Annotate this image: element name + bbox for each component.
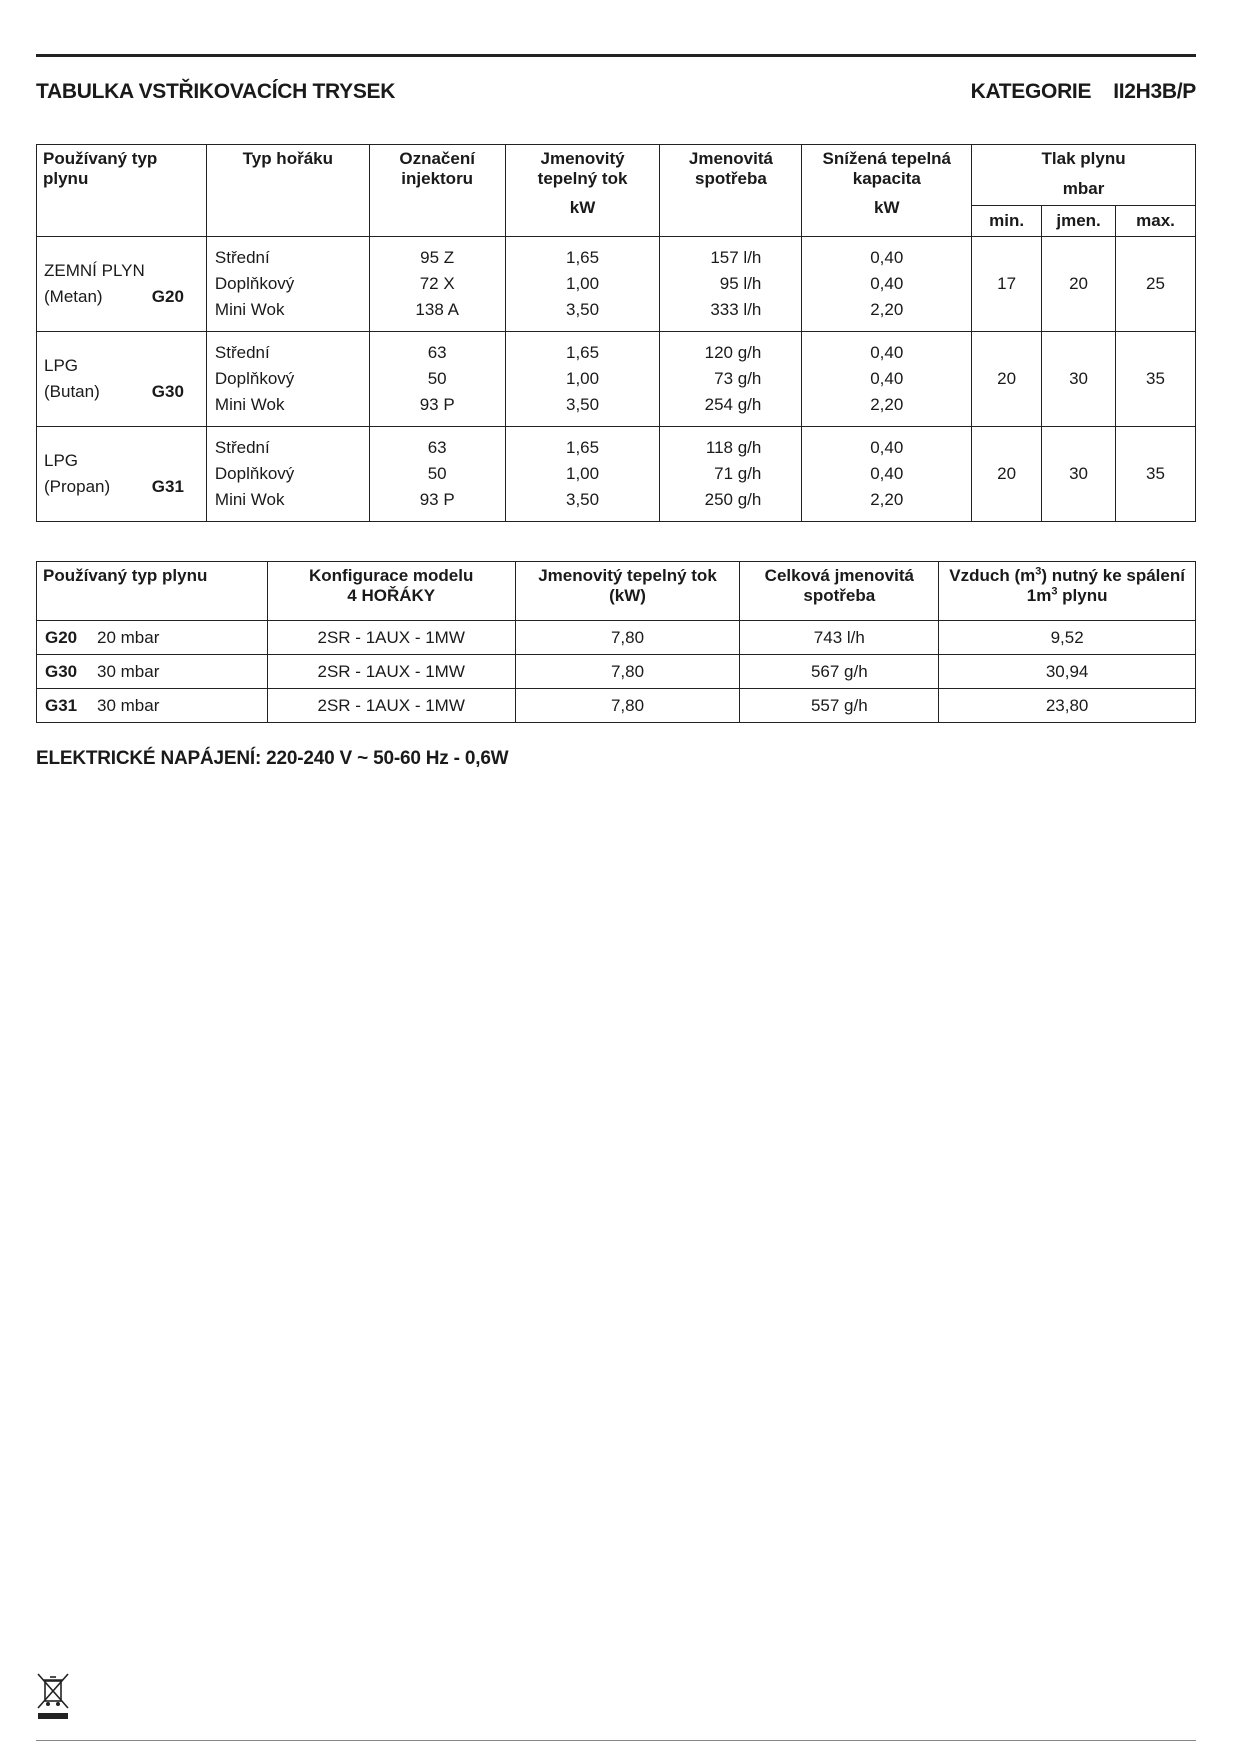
burner-name: Mini Wok [214, 490, 285, 509]
header-pressure-max: max. [1116, 206, 1196, 237]
consumption-cell [660, 237, 802, 332]
summary-gas-cell [37, 655, 268, 689]
nominal-heat-value: 3,50 [566, 395, 600, 414]
pressure-nominal-value: 20 [1042, 237, 1116, 332]
nominal-heat-value: 1,65 [566, 248, 600, 267]
injector-value: 93 P [419, 490, 455, 509]
summary-consumption: 557 g/h [740, 689, 939, 723]
summary-header-heat-label: Jmenovitý tepelný tok [538, 566, 717, 585]
injector-cell [369, 332, 505, 427]
header-pressure-min: min. [972, 206, 1042, 237]
summary-header-consumption [740, 562, 939, 621]
consumption-cell [660, 332, 802, 427]
consumption-value: 333 l/h [710, 300, 762, 319]
nominal-heat-value: 1,65 [566, 343, 600, 362]
burner-name: Střední [214, 343, 270, 362]
summary-gas-pressure: 30 mbar [97, 695, 160, 715]
consumption-value: 254 g/h [704, 395, 762, 414]
injector-value: 63 [427, 438, 447, 457]
top-divider [36, 54, 1196, 57]
injector-value: 50 [427, 464, 447, 483]
burner-name: Mini Wok [214, 395, 285, 414]
pressure-nominal-value: 30 [1042, 427, 1116, 522]
burner-name: Střední [214, 248, 270, 267]
summary-config: 2SR - 1AUX - 1MW [267, 621, 515, 655]
nominal-heat-value: 1,65 [566, 438, 600, 457]
gas-subname: (Metan) [44, 287, 103, 306]
burner-name: Doplňkový [214, 464, 295, 483]
consumption-value: 120 g/h [704, 343, 762, 362]
header-pressure [972, 145, 1196, 206]
summary-table [36, 561, 1196, 723]
summary-consumption: 743 l/h [740, 621, 939, 655]
gas-code: G30 [151, 382, 184, 401]
burner-cell [206, 237, 369, 332]
gas-cell [37, 427, 207, 522]
page-title: TABULKA VSTŘIKOVACÍCH TRYSEK [36, 80, 396, 103]
nominal-heat-cell [505, 427, 660, 522]
electrical-supply-note: ELEKTRICKÉ NAPÁJENÍ: 220-240 V ~ 50-60 Hz - 0,6W [36, 748, 509, 769]
header-pressure-nominal: jmen. [1042, 206, 1116, 237]
injector-value: 138 A [415, 300, 459, 319]
summary-gas-code: G20 [45, 627, 78, 647]
consumption-value: 73 g/h [714, 369, 762, 388]
category-label: KATEGORIE [970, 80, 1092, 103]
table-row [37, 427, 1196, 522]
header-reduced-heat-label: Snížená tepelná kapacita [822, 149, 952, 188]
category-heading [971, 80, 1196, 104]
summary-config: 2SR - 1AUX - 1MW [267, 655, 515, 689]
pressure-min-value: 20 [972, 332, 1042, 427]
air-header-sup: 3 [1035, 565, 1042, 578]
header-reduced-heat-unit: kW [874, 198, 900, 217]
air-header-text: plynu [1057, 586, 1108, 605]
nominal-heat-value: 1,00 [566, 369, 600, 388]
burner-cell [206, 332, 369, 427]
reduced-heat-value: 2,20 [870, 490, 904, 509]
header-nominal-consumption: Jmenovitá spotřeba [660, 145, 802, 237]
summary-header-gas-type: Používaný typ plynu [37, 562, 268, 621]
gas-subname: (Butan) [44, 382, 100, 401]
injector-value: 50 [427, 369, 447, 388]
header-reduced-heat [802, 145, 972, 237]
reduced-heat-value: 0,40 [870, 343, 904, 362]
consumption-value: 118 g/h [705, 438, 762, 457]
summary-heat: 7,80 [515, 621, 740, 655]
consumption-value: 157 l/h [710, 248, 762, 267]
air-header-sup: 3 [1051, 585, 1058, 598]
injector-value: 72 X [419, 274, 455, 293]
header-injector: Označení injektoru [369, 145, 505, 237]
summary-header-consumption-sub: spotřeba [803, 586, 876, 605]
reduced-heat-value: 0,40 [870, 369, 904, 388]
injector-cell [369, 427, 505, 522]
gas-subname: (Propan) [44, 477, 111, 496]
header-nominal-heat [505, 145, 660, 237]
gas-code: G31 [151, 477, 184, 496]
pressure-max-value: 35 [1116, 332, 1196, 427]
pressure-min-value: 20 [972, 427, 1042, 522]
injector-value: 93 P [419, 395, 455, 414]
summary-header-heat-unit: (kW) [609, 586, 646, 605]
nominal-heat-cell [505, 332, 660, 427]
summary-header-config-sub: 4 HOŘÁKY [347, 586, 436, 605]
summary-config: 2SR - 1AUX - 1MW [267, 689, 515, 723]
reduced-heat-value: 2,20 [870, 395, 904, 414]
gas-name: LPG [44, 356, 79, 375]
nominal-heat-value: 1,00 [566, 274, 600, 293]
summary-heat: 7,80 [515, 655, 740, 689]
reduced-heat-value: 0,40 [870, 464, 904, 483]
header-nominal-heat-label: Jmenovitý tepelný tok [537, 149, 628, 188]
header-gas-type: Používaný typ plynu [37, 145, 207, 237]
crossed-out-wheelie-bin-icon [36, 1672, 70, 1720]
gas-code: G20 [151, 287, 184, 306]
header-nominal-heat-unit: kW [569, 198, 596, 217]
gas-name: LPG [44, 451, 79, 470]
summary-gas-pressure: 20 mbar [97, 627, 160, 647]
consumption-value: 71 g/h [714, 464, 762, 483]
pressure-nominal-value: 30 [1042, 332, 1116, 427]
summary-header-consumption-label: Celková jmenovitá [764, 566, 914, 585]
injector-value: 95 Z [420, 248, 455, 267]
header-pressure-unit: mbar [1062, 179, 1105, 198]
table-row [37, 655, 1196, 689]
category-value: II2H3B/P [1113, 80, 1196, 103]
summary-gas-cell [37, 621, 268, 655]
summary-gas-code: G31 [45, 695, 78, 715]
bottom-divider [36, 1740, 1196, 1741]
summary-gas-code: G30 [45, 661, 78, 681]
nominal-heat-value: 3,50 [566, 300, 600, 319]
reduced-heat-cell [802, 332, 972, 427]
nominal-heat-value: 1,00 [566, 464, 600, 483]
air-header-text: 1m [1026, 586, 1052, 605]
nominal-heat-value: 3,50 [566, 490, 600, 509]
summary-heat: 7,80 [515, 689, 740, 723]
table-row [37, 237, 1196, 332]
summary-header-heat [515, 562, 740, 621]
summary-header-air [939, 562, 1196, 621]
injector-cell [369, 237, 505, 332]
burner-name: Doplňkový [214, 274, 295, 293]
burner-name: Střední [214, 438, 270, 457]
summary-air: 9,52 [939, 621, 1196, 655]
pressure-max-value: 35 [1116, 427, 1196, 522]
reduced-heat-value: 2,20 [870, 300, 904, 319]
burner-name: Doplňkový [214, 369, 295, 388]
reduced-heat-cell [802, 427, 972, 522]
injector-table [36, 144, 1196, 522]
nominal-heat-cell [505, 237, 660, 332]
gas-name: ZEMNÍ PLYN [44, 261, 145, 280]
summary-header-config [267, 562, 515, 621]
summary-header-config-label: Konfigurace modelu [309, 566, 474, 585]
consumption-cell [660, 427, 802, 522]
reduced-heat-value: 0,40 [870, 274, 904, 293]
pressure-min-value: 17 [972, 237, 1042, 332]
reduced-heat-value: 0,40 [870, 248, 904, 267]
summary-gas-pressure: 30 mbar [97, 661, 160, 681]
summary-gas-cell [37, 689, 268, 723]
pressure-max-value: 25 [1116, 237, 1196, 332]
header-burner-type: Typ hořáku [206, 145, 369, 237]
header-pressure-label: Tlak plynu [1041, 149, 1126, 168]
summary-air: 23,80 [939, 689, 1196, 723]
air-header-text: Vzduch (m [949, 566, 1036, 585]
reduced-heat-cell [802, 237, 972, 332]
burner-cell [206, 427, 369, 522]
consumption-value: 250 g/h [704, 490, 762, 509]
table-row [37, 689, 1196, 723]
air-header-text: ) nutný ke spálení [1041, 566, 1185, 585]
consumption-value: 95 l/h [719, 274, 762, 293]
summary-consumption: 567 g/h [740, 655, 939, 689]
reduced-heat-value: 0,40 [870, 438, 904, 457]
gas-cell [37, 237, 207, 332]
table-row [37, 332, 1196, 427]
table-row [37, 621, 1196, 655]
burner-name: Mini Wok [214, 300, 285, 319]
gas-cell [37, 332, 207, 427]
injector-value: 63 [427, 343, 447, 362]
summary-air: 30,94 [939, 655, 1196, 689]
